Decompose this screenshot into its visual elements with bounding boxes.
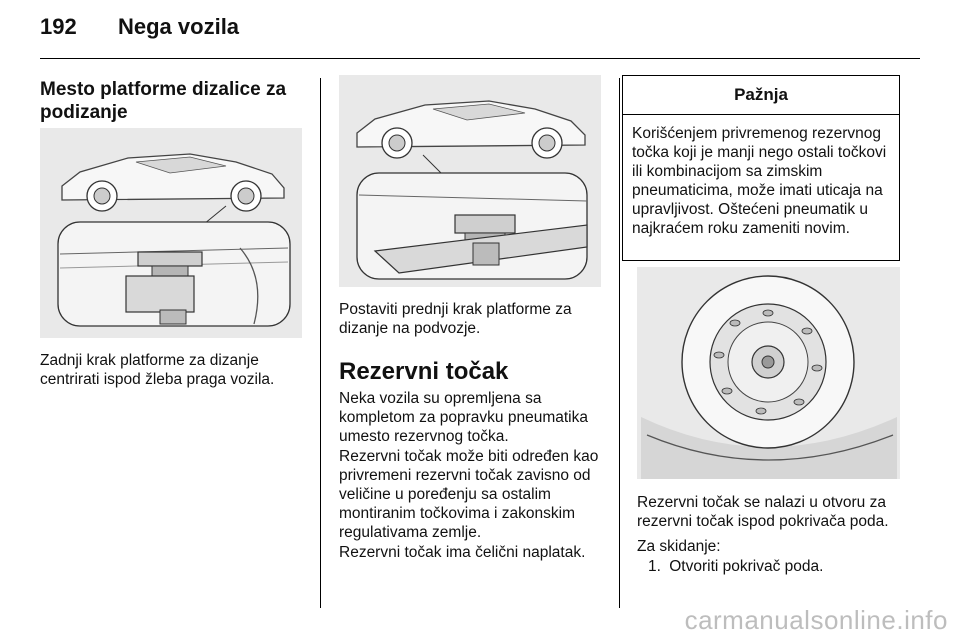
removal-step-text: Otvoriti pokrivač poda. (669, 558, 824, 575)
spare-wheel-para-2: Rezervni točak može biti određen kao privremeni rezervni točak zavisno od veličine u poređenju sa ostalim montiranim točkovima i zakonskim regulativama zemlje. (339, 448, 599, 541)
section-title: Nega vozila (118, 14, 240, 39)
caution-title: Pažnja (623, 76, 899, 115)
front-jack-caption: Postaviti prednji krak platforme za dizanje na podvozje. (339, 301, 572, 337)
caution-text: Korišćenjem privremenog rezervnog točka koji je manji nego ostali točkovi ili kombinacijom sa zimskim pneumaticima, može imati uticaja na upravljivost. Oštećeni pneumatik u najkraćem roku zameniti novim. (632, 125, 887, 237)
jack-position-heading: Mesto platforme dizalice za podizanje (40, 79, 287, 123)
column-divider-1 (320, 78, 321, 608)
rear-jack-caption: Zadnji krak platforme za dizanje centrirati ispod žleba praga vozila. (40, 352, 275, 388)
column-divider-2 (619, 78, 620, 608)
spare-wheel-para-1: Neka vozila su opremljena sa kompletom za popravku pneumatika umesto rezervnog točka. (339, 390, 588, 445)
spare-wheel-para-3: Rezervni točak ima čelični naplatak. (339, 544, 586, 561)
removal-label: Za skidanje: (637, 538, 721, 555)
spare-wheel-illustration (637, 267, 900, 479)
removal-step-number: 1. (648, 558, 661, 575)
spare-wheel-location-caption: Rezervni točak se nalazi u otvoru za rezervni točak ispod pokrivača poda. (637, 494, 889, 530)
watermark: carmanualsonline.info (684, 605, 948, 635)
page-number: 192 (40, 14, 77, 39)
front-jack-illustration (339, 75, 601, 287)
rear-jack-illustration (40, 128, 302, 338)
removal-step-1 (648, 557, 908, 576)
spare-wheel-heading: Rezervni točak (339, 358, 509, 385)
caution-box (622, 75, 900, 261)
header-divider (40, 58, 920, 59)
